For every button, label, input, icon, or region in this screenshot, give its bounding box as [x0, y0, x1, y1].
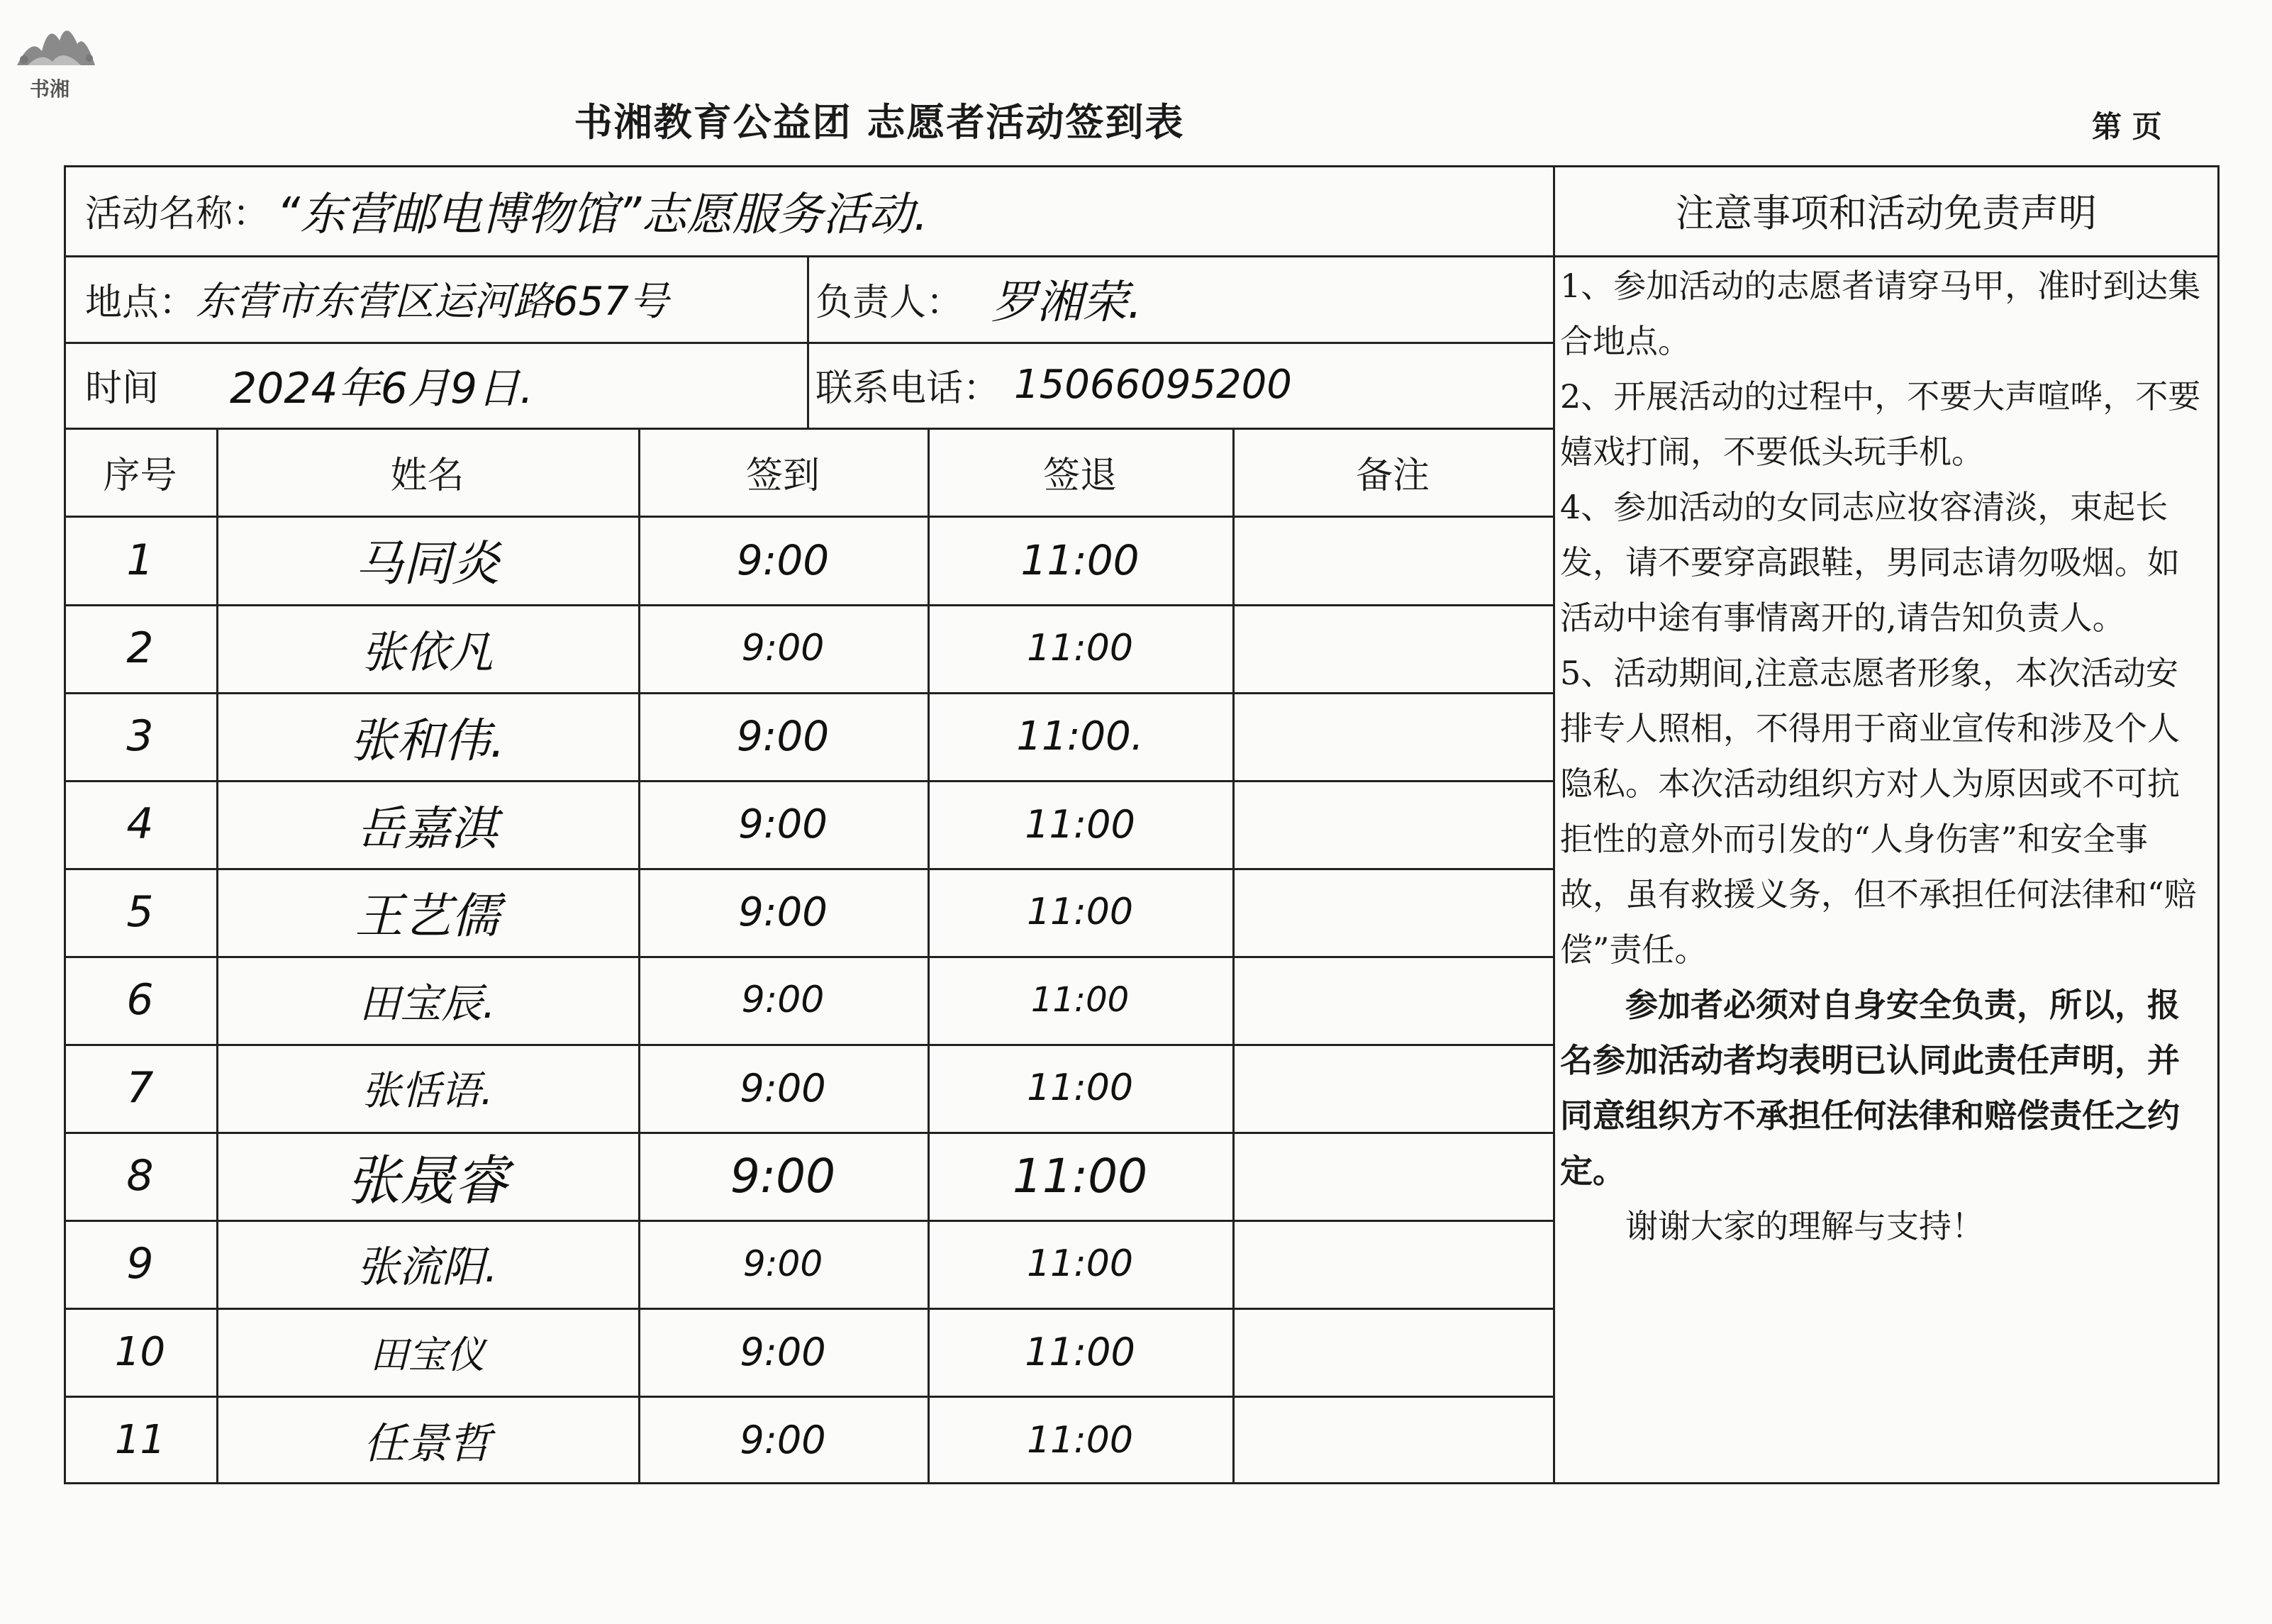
notice-title: 注意事项和活动免责声明 [1676, 191, 2097, 235]
table-row-1-name: 马同炎 [355, 536, 500, 592]
header-remark: 备注 [1355, 454, 1430, 497]
table-row-8-no: 8 [126, 1151, 154, 1201]
table-row-1-no: 1 [126, 535, 154, 585]
leader-value: 罗湘荣. [991, 277, 1142, 329]
header-serial: 序号 [103, 454, 177, 497]
logo [10, 9, 102, 101]
table-row-5-no: 5 [126, 887, 154, 937]
table-row-7-remark [1232, 1044, 1553, 1132]
page-number-label: 第 页 [2092, 109, 2162, 144]
table-row-6-signin: 9:00 [741, 979, 825, 1021]
time-label: 时间 [85, 367, 160, 410]
table-row-4-signin: 9:00 [738, 801, 828, 847]
table-row-10-remark [1232, 1308, 1553, 1396]
table-row-7-signout: 11:00 [1027, 1067, 1133, 1109]
table-row-6-no: 6 [126, 975, 154, 1025]
table-row-4-no: 4 [126, 799, 154, 849]
table-row-8-signout: 11:00 [1012, 1148, 1148, 1203]
header-signin: 签到 [745, 454, 820, 497]
table-row-2-no: 2 [126, 623, 154, 673]
table-row-6-remark [1232, 956, 1553, 1044]
table-row-2-name: 张依凡 [361, 625, 494, 678]
table-row-10-signin: 9:00 [740, 1329, 826, 1374]
logo-text: 书湘 [30, 77, 70, 101]
phone-label: 联系电话： [815, 367, 1001, 410]
time-value: 2024年6月9日. [230, 363, 534, 413]
notice-item-1: 1、参加活动的志愿者请穿马甲，准时到达集合地点。 [1560, 267, 2201, 360]
table-row-9-name: 张流阳. [356, 1242, 499, 1292]
table-row-5-name: 王艺儒 [355, 888, 500, 945]
table-row-11-name: 任景哲 [363, 1418, 491, 1469]
activity-name-label: 活动名称： [85, 193, 270, 235]
table-row-3-remark [1232, 692, 1553, 780]
table-row-3-name: 张和伟. [350, 713, 505, 768]
table-row-4-signout: 11:00 [1025, 801, 1135, 847]
table-row-2-remark [1232, 604, 1553, 692]
table-row-3-signin: 9:00 [736, 712, 830, 760]
activity-name-row [85, 165, 1546, 255]
notice-item-2: 2、开展活动的过程中，不要大声喧哗，不要嬉戏打闹，不要低头玩手机。 [1560, 377, 2201, 471]
notice-thanks: 谢谢大家的理解与支持！ [1625, 1207, 1984, 1245]
document-title: 书湘教育公益团 志愿者活动签到表 [574, 99, 1185, 145]
phone-row [815, 342, 1546, 428]
table-row-6-signout: 11:00 [1030, 980, 1130, 1020]
table-row-4-remark [1232, 780, 1553, 868]
table-row-4-name: 岳嘉淇 [357, 801, 498, 856]
notice-item-4: 4、参加活动的女同志应妆容清淡，束起长发，请不要穿高跟鞋，男同志请勿吸烟。如活动中途有事情离开的,请告知负责人。 [1560, 488, 2180, 637]
table-row-7-signin: 9:00 [740, 1065, 826, 1111]
activity-name-value: “东营邮电博物馆”志愿服务活动. [277, 188, 928, 241]
table-row-11-signout: 11:00 [1027, 1418, 1133, 1462]
table-row-1-signout: 11:00 [1020, 535, 1140, 584]
notice-bold-statement: 参加者必须对自身安全负责，所以，报名参加活动者均表明已认同此责任声明，并同意组织方不承担任何法律和赔偿责任之约定。 [1560, 986, 2180, 1190]
leader-row [815, 255, 1546, 342]
location-label: 地点： [85, 281, 196, 324]
header-signout: 签退 [1042, 454, 1117, 497]
table-row-1-remark [1232, 516, 1553, 604]
table-row-8-remark [1232, 1132, 1553, 1220]
table-row-2-signin: 9:00 [741, 627, 825, 669]
table-row-3-no: 3 [126, 711, 154, 761]
header-name: 姓名 [390, 454, 464, 497]
table-row-11-signin: 9:00 [740, 1418, 826, 1462]
phone-value: 15066095200 [1014, 362, 1292, 408]
table-row-3-signout: 11:00. [1016, 713, 1144, 760]
table-row-5-remark [1232, 868, 1553, 956]
table-row-5-signin: 9:00 [738, 889, 828, 935]
table-row-9-remark [1232, 1220, 1553, 1308]
location-value: 东营市东营区运河路657号 [196, 279, 669, 325]
location-row [85, 255, 805, 342]
table-row-10-signout: 11:00 [1025, 1329, 1135, 1374]
table-row-5-signout: 11:00 [1027, 891, 1133, 933]
table-row-10-no: 10 [114, 1328, 166, 1375]
table-row-9-no: 9 [126, 1239, 154, 1289]
table-row-1-signin: 9:00 [736, 535, 830, 584]
table-row-8-signin: 9:00 [730, 1148, 836, 1203]
table-row-9-signin: 9:00 [742, 1243, 823, 1284]
table-row-2-signout: 11:00 [1027, 627, 1133, 669]
table-row-11-no: 11 [114, 1417, 166, 1463]
time-row [85, 342, 805, 428]
table-row-9-signout: 11:00 [1027, 1242, 1133, 1285]
table-row-8-name: 张晟睿 [346, 1148, 508, 1212]
table-row-7-no: 7 [126, 1063, 154, 1113]
notice-body [1560, 258, 2220, 1254]
table-row-6-name: 田宝辰. [359, 979, 496, 1028]
table-row-10-name: 田宝仪 [369, 1332, 485, 1377]
notice-item-5: 5、活动期间,注意志愿者形象，本次活动安排专人照相，不得用于商业宣传和涉及个人隐私。本次活动组织方对人为原因或不可抗拒性的意外而引发的“人身伤害”和安全事故，虽有救援义务，但不承担任何法律和“赔偿”责任。 [1560, 654, 2197, 969]
table-row-11-remark [1232, 1396, 1553, 1484]
leader-label: 负责人： [815, 281, 964, 324]
table-row-7-name: 张恬语. [361, 1068, 494, 1114]
logo-mountain-icon [10, 9, 102, 79]
